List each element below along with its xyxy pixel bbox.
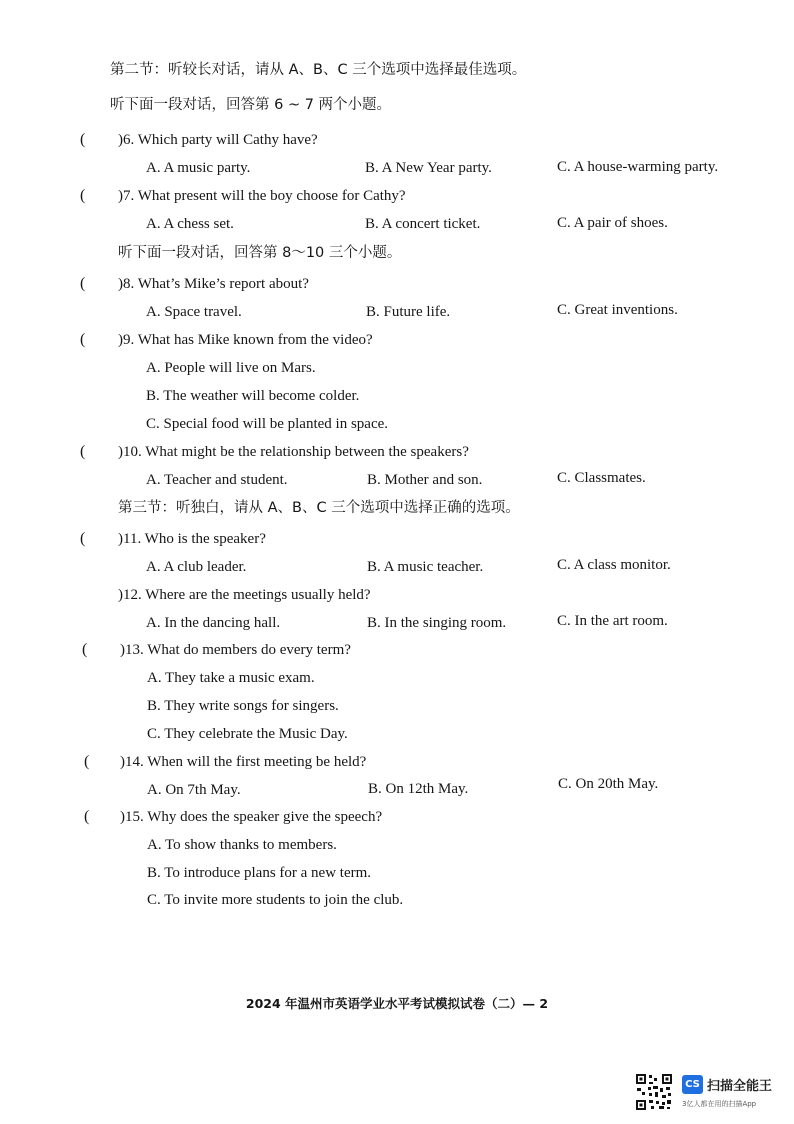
q11-option-c: C. A class monitor. [557,557,671,573]
answer-paren: ( [80,131,86,148]
answer-paren: ( [80,443,86,460]
q7-option-b: B. A concert ticket. [365,216,481,232]
q9-option-a: A. People will live on Mars. [146,360,316,376]
section2-instruction-1: 听下面一段对话，回答第 6 ~ 7 两个小题。 [110,97,392,113]
section2-heading: 第二节：听较长对话，请从 A、B、C 三个选项中选择最佳选项。 [110,62,527,78]
q8-option-b: B. Future life. [366,304,451,320]
question-10: )10. What might be the relationship between the speakers? [118,444,469,460]
q11-option-a: A. A club leader. [146,559,247,575]
answer-paren: ( [84,753,90,770]
q7-option-c: C. A pair of shoes. [557,215,668,231]
q10-option-b: B. Mother and son. [367,472,483,488]
q15-option-b: B. To introduce plans for a new term. [147,865,372,881]
qr-code-icon [635,1073,673,1111]
answer-paren: ( [82,641,88,658]
question-14: )14. When will the first meeting be held? [120,754,367,770]
question-6: )6. Which party will Cathy have? [118,132,318,148]
answer-paren: ( [80,331,86,348]
q12-option-b: B. In the singing room. [367,615,507,631]
question-8: )8. What’s Mike’s report about? [118,276,309,292]
q9-option-c: C. Special food will be planted in space. [146,416,389,432]
scanner-watermark [635,1073,785,1115]
question-11: )11. Who is the speaker? [118,531,266,547]
q7-option-a: A. A chess set. [146,216,234,232]
q6-option-c: C. A house-warming party. [557,159,719,175]
answer-paren: ( [80,187,86,204]
q8-option-a: A. Space travel. [146,304,242,320]
question-12: )12. Where are the meetings usually held? [118,587,371,603]
answer-paren: ( [80,530,86,547]
q13-option-b: B. They write songs for singers. [147,698,339,714]
q11-option-b: B. A music teacher. [367,559,484,575]
q14-option-a: A. On 7th May. [147,782,241,798]
question-13: )13. What do members do every term? [120,642,351,658]
q10-option-c: C. Classmates. [557,470,646,486]
page-footer: 2024 年温州市英语学业水平考试模拟试卷（二）— 2 [245,996,549,1011]
question-9: )9. What has Mike known from the video? [118,332,373,348]
section3-heading: 第三节：听独白，请从 A、B、C 三个选项中选择正确的选项。 [118,500,520,516]
q15-option-a: A. To show thanks to members. [147,837,337,853]
q14-option-c: C. On 20th May. [558,776,659,792]
watermark-subtitle: 3亿人都在用的扫描App [682,1100,757,1108]
question-7: )7. What present will the boy choose for Cathy? [118,188,406,204]
q6-option-a: A. A music party. [146,160,251,176]
q14-option-b: B. On 12th May. [368,781,469,797]
q8-option-c: C. Great inventions. [557,302,678,318]
q9-option-b: B. The weather will become colder. [146,388,360,404]
q12-option-a: A. In the dancing hall. [146,615,281,631]
q6-option-b: B. A New Year party. [365,160,492,176]
section2-instruction-2: 听下面一段对话，回答第 8～10 三个小题。 [118,245,402,261]
q13-option-a: A. They take a music exam. [147,670,315,686]
q13-option-c: C. They celebrate the Music Day. [147,726,348,742]
q12-option-c: C. In the art room. [557,613,668,629]
q10-option-a: A. Teacher and student. [146,472,288,488]
answer-paren: ( [80,275,86,292]
q15-option-c: C. To invite more students to join the club. [147,892,404,908]
answer-paren: ( [84,808,90,825]
question-15: )15. Why does the speaker give the speech? [120,809,383,825]
camscanner-logo: CS [682,1075,703,1094]
watermark-title: 扫描全能王 [707,1079,773,1094]
